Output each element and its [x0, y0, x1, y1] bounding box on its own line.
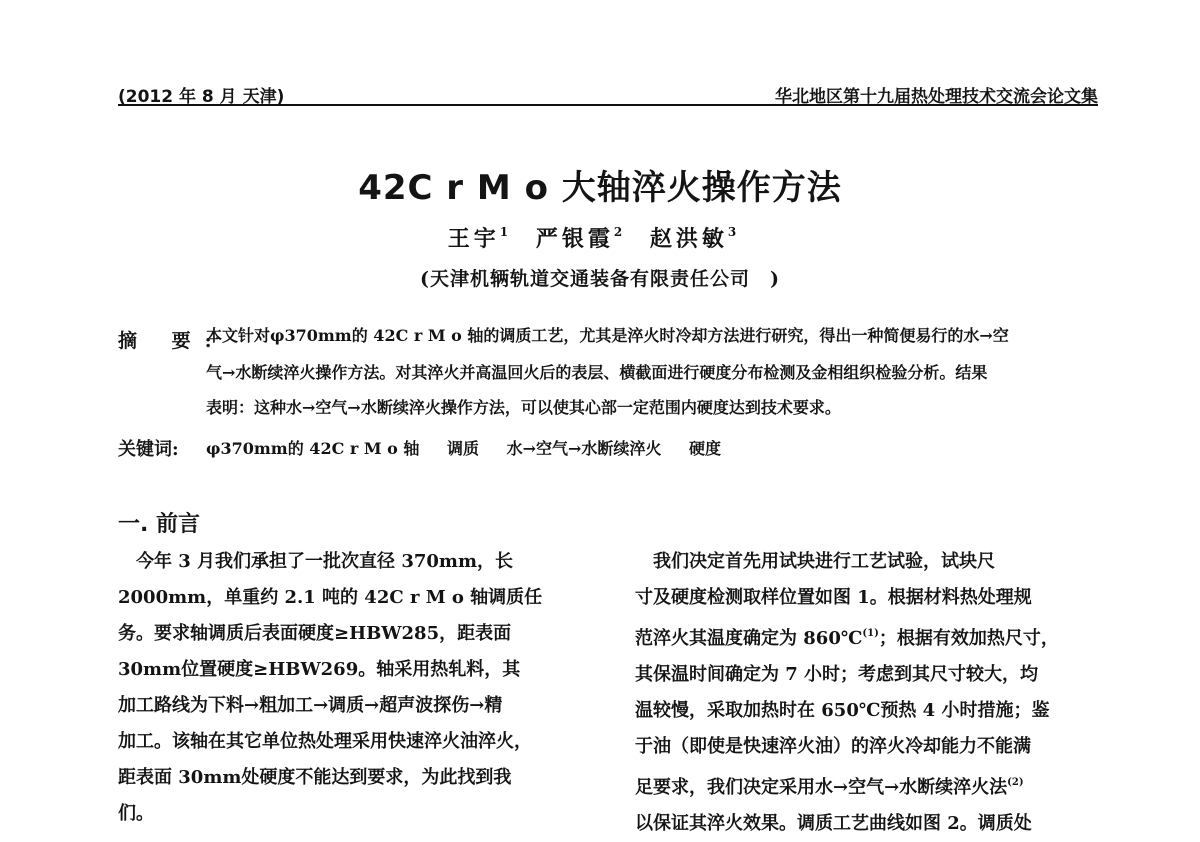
body-line: 温较慢，采取加热时在 650℃预热 4 小时措施；鉴: [635, 700, 1050, 721]
body-column-left: [118, 544, 542, 832]
keyword: 硬度: [688, 439, 721, 458]
body-line-text: 足要求，我们决定采用水→空气→水断续淬火法: [635, 777, 1008, 798]
keywords-list: [206, 436, 743, 459]
body-line-text: 范淬火其温度确定为 860℃: [635, 628, 863, 649]
affiliation: (天津机辆轨道交通装备有限责任公司 ): [420, 268, 780, 290]
author-mark: 2: [613, 225, 623, 239]
body-line: [635, 765, 1059, 806]
keywords-label: 关键词:: [118, 439, 179, 460]
body-line: 距表面 30mm处硬度不能达到要求，为此找到我: [118, 767, 512, 788]
body-line: 于油（即使是快速淬火油）的淬火冷却能力不能满: [635, 736, 1031, 757]
author-name: 赵洪敏: [649, 226, 728, 252]
keyword: 调质: [446, 439, 479, 458]
body-line: [635, 616, 1059, 657]
paper-title: 42C r M o 大轴淬火操作方法: [358, 168, 842, 208]
body-line: 2000mm，单重约 2.1 吨的 42C r M o 轴调质任: [118, 587, 543, 608]
running-header-right: 华北地区第十九届热处理技术交流会论文集: [775, 87, 1098, 107]
reference-mark: (2): [1007, 777, 1024, 788]
body-line: 以保证其淬火效果。调质工艺曲线如图 2。调质处: [635, 813, 1032, 834]
body-line: 其保温时间确定为 7 小时；考虑到其尺寸较大，均: [635, 664, 1039, 685]
abstract-line: 本文针对φ370mm的 42C r M o 轴的调质工艺，尤其是淬火时冷却方法进行研究，得出一种简便易行的水→空: [206, 326, 1009, 345]
author-name: 王宇: [447, 226, 500, 252]
body-line: 寸及硬度检测取样位置如图 1。根据材料热处理规: [635, 587, 1032, 608]
author-mark: 3: [727, 225, 737, 239]
body-line: 加工。该轴在其它单位热处理采用快速淬火油淬火，: [118, 731, 532, 752]
author-name: 严银霞: [535, 226, 614, 252]
author-list: [0, 222, 1200, 253]
running-header-left: (2012 年 8 月 天津): [118, 87, 285, 107]
keyword: 水→空气→水断续淬火: [506, 439, 662, 458]
header-rule: [118, 104, 1098, 106]
body-line: 加工路线为下料→粗加工→调质→超声波探伤→精: [118, 695, 503, 716]
body-column-right: [635, 544, 1059, 842]
body-line: 们。: [118, 803, 154, 824]
body-line: 我们决定首先用试块进行工艺试验，试块尺: [635, 551, 995, 572]
body-line: 今年 3 月我们承担了一批次直径 370mm，长: [118, 551, 513, 572]
section-heading: 一. 前言: [118, 512, 201, 537]
reference-mark: (1): [862, 628, 879, 639]
author-mark: 1: [499, 225, 509, 239]
body-line: 务。要求轴调质后表面硬度≥HBW285，距表面: [118, 623, 512, 644]
abstract-line: 表明：这种水→空气→水断续淬火操作方法，可以使其心部一定范围内硬度达到技术要求。: [206, 398, 841, 417]
keyword: φ370mm的 42C r M o 轴: [206, 439, 420, 458]
body-line: 30mm位置硬度≥HBW269。轴采用热轧料，其: [118, 659, 521, 680]
body-line-text: ；根据有效加热尺寸，: [878, 628, 1059, 649]
abstract-line: 气→水断续淬火操作方法。对其淬火并高温回火后的表层、横截面进行硬度分布检测及金相组织检验分析。结果: [206, 363, 988, 382]
abstract-label: 摘 要:: [118, 330, 226, 352]
